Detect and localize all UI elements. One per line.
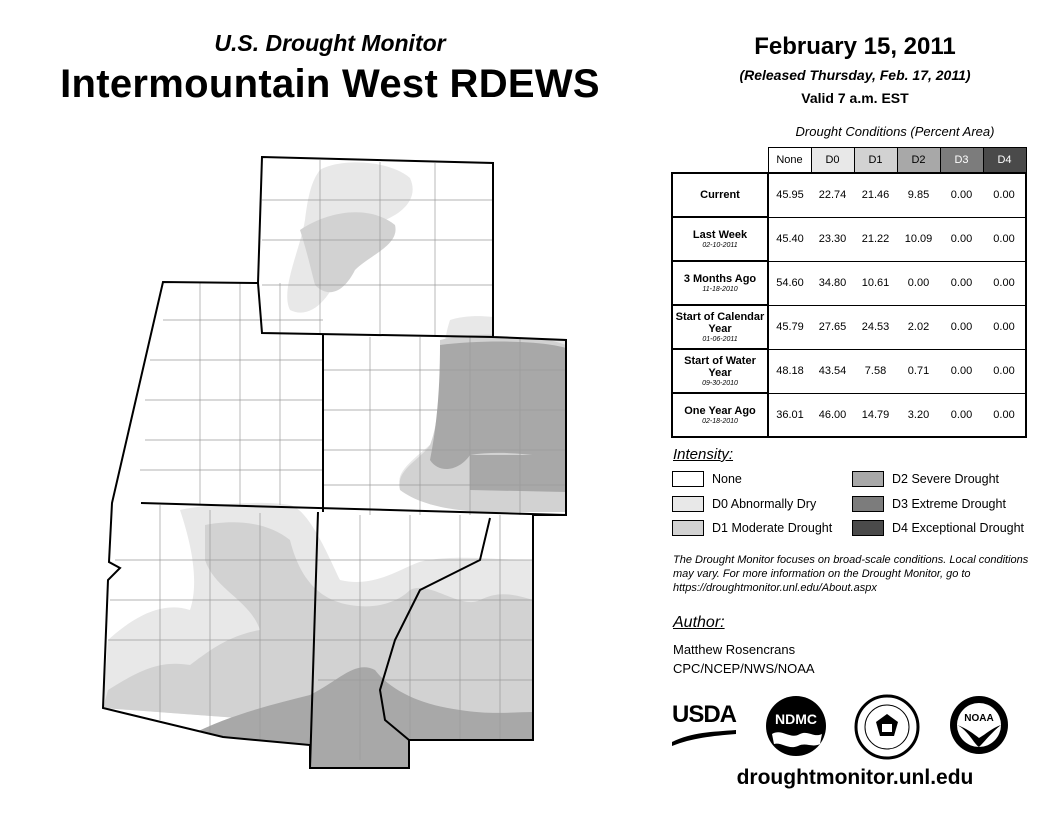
table-cell: 0.00 (940, 349, 983, 393)
table-cell: 0.00 (940, 305, 983, 349)
legend-swatch (672, 471, 704, 487)
table-corner (672, 148, 768, 174)
table-row (672, 173, 1026, 217)
table-cell: 0.71 (897, 349, 940, 393)
website-url[interactable]: droughtmonitor.unl.edu (736, 766, 974, 789)
col-header-d4: D4 (983, 148, 1026, 174)
ndmc-logo (762, 694, 830, 758)
col-header-d0: D0 (811, 148, 854, 174)
table-row (672, 305, 1026, 349)
table-cell: 0.00 (940, 261, 983, 305)
table-cell: 0.00 (940, 393, 983, 437)
table-cell: 0.00 (940, 173, 983, 217)
row-date: 11-18-2010 (702, 285, 738, 293)
legend-swatch (672, 496, 704, 512)
table-cell: 3.20 (897, 393, 940, 437)
row-label: 3 Months Ago 11-18-2010 (672, 261, 768, 305)
row-label: One Year Ago 02-18-2010 (672, 393, 768, 437)
row-label: Start of Water Year 09-30-2010 (672, 349, 768, 393)
legend-item (852, 496, 1006, 512)
usda-logo (672, 702, 736, 748)
drought-conditions-table (671, 147, 1027, 438)
table-row (672, 261, 1026, 305)
author-heading: Author: (673, 614, 725, 631)
map-title: Intermountain West RDEWS (60, 62, 600, 106)
table-cell: 7.58 (854, 349, 897, 393)
usda-logo-text: USDA (672, 701, 737, 728)
col-header-d1: D1 (854, 148, 897, 174)
table-cell: 45.79 (768, 305, 811, 349)
noaa-logo-text: NOAA (964, 713, 994, 724)
table-cell: 0.00 (897, 261, 940, 305)
row-label: Start of Calendar Year 01-06-2011 (672, 305, 768, 349)
col-header-d3: D3 (940, 148, 983, 174)
table-cell: 34.80 (811, 261, 854, 305)
legend-label: D2 Severe Drought (892, 472, 1000, 486)
table-cell: 0.00 (983, 393, 1026, 437)
legend-item (852, 471, 999, 487)
row-date: 01-06-2011 (702, 335, 738, 343)
legend-label: D0 Abnormally Dry (712, 497, 817, 511)
table-cell: 54.60 (768, 261, 811, 305)
legend-label: D1 Moderate Drought (712, 521, 833, 535)
table-cell: 21.22 (854, 217, 897, 261)
legend-swatch (852, 496, 884, 512)
table-cell: 0.00 (940, 217, 983, 261)
table-cell: 0.00 (983, 173, 1026, 217)
legend-item (852, 520, 1024, 536)
row-date: 09-30-2010 (702, 379, 738, 387)
table-cell: 10.61 (854, 261, 897, 305)
table-caption: Drought Conditions (Percent Area) (795, 124, 995, 139)
noaa-logo (948, 694, 1010, 756)
row-date: 02-10-2011 (702, 241, 738, 249)
table-cell: 22.74 (811, 173, 854, 217)
table-cell: 43.54 (811, 349, 854, 393)
table-cell: 2.02 (897, 305, 940, 349)
table-cell: 27.65 (811, 305, 854, 349)
legend-title: Intensity: (673, 446, 734, 463)
table-cell: 0.00 (983, 349, 1026, 393)
table-cell: 0.00 (983, 305, 1026, 349)
table-cell: 46.00 (811, 393, 854, 437)
legend-swatch (852, 520, 884, 536)
disclaimer-note: The Drought Monitor focuses on broad-scale conditions. Local conditions may vary. For more information on the Drought Monitor, go to https://droughtmonitor.unl.edu/About.aspx (673, 554, 1029, 594)
table-cell: 45.40 (768, 217, 811, 261)
legend-label: None (712, 472, 742, 486)
table-cell: 48.18 (768, 349, 811, 393)
legend-item (672, 520, 832, 536)
ndmc-logo-text: NDMC (775, 711, 817, 727)
row-date: 02-18-2010 (702, 417, 738, 425)
table-cell: 23.30 (811, 217, 854, 261)
table-cell: 10.09 (897, 217, 940, 261)
row-label: Last Week 02-10-2011 (672, 217, 768, 261)
legend-item (672, 471, 742, 487)
table-cell: 14.79 (854, 393, 897, 437)
table-cell: 0.00 (983, 261, 1026, 305)
legend-label: D3 Extreme Drought (892, 497, 1006, 511)
table-row (672, 349, 1026, 393)
table-cell: 0.00 (983, 217, 1026, 261)
table-cell: 45.95 (768, 173, 811, 217)
table-cell: 24.53 (854, 305, 897, 349)
col-header-none: None (768, 148, 811, 174)
legend-swatch (672, 520, 704, 536)
author-name: Matthew Rosencrans (673, 642, 796, 657)
col-header-d2: D2 (897, 148, 940, 174)
row-label: Current (672, 173, 768, 217)
author-organization: CPC/NCEP/NWS/NOAA (673, 661, 815, 676)
legend-item (672, 496, 816, 512)
table-row (672, 217, 1026, 261)
table-row (672, 393, 1026, 437)
release-date: (Released Thursday, Feb. 17, 2011) (739, 67, 971, 83)
table-cell: 9.85 (897, 173, 940, 217)
commerce-seal-icon (854, 694, 920, 760)
valid-time: Valid 7 a.m. EST (801, 90, 909, 106)
table-cell: 36.01 (768, 393, 811, 437)
table-cell: 21.46 (854, 173, 897, 217)
legend-swatch (852, 471, 884, 487)
usda-swoosh-icon (672, 728, 736, 746)
legend-label: D4 Exceptional Drought (892, 521, 1025, 535)
map-subtitle: U.S. Drought Monitor (214, 30, 446, 56)
map-date: February 15, 2011 (754, 33, 956, 60)
